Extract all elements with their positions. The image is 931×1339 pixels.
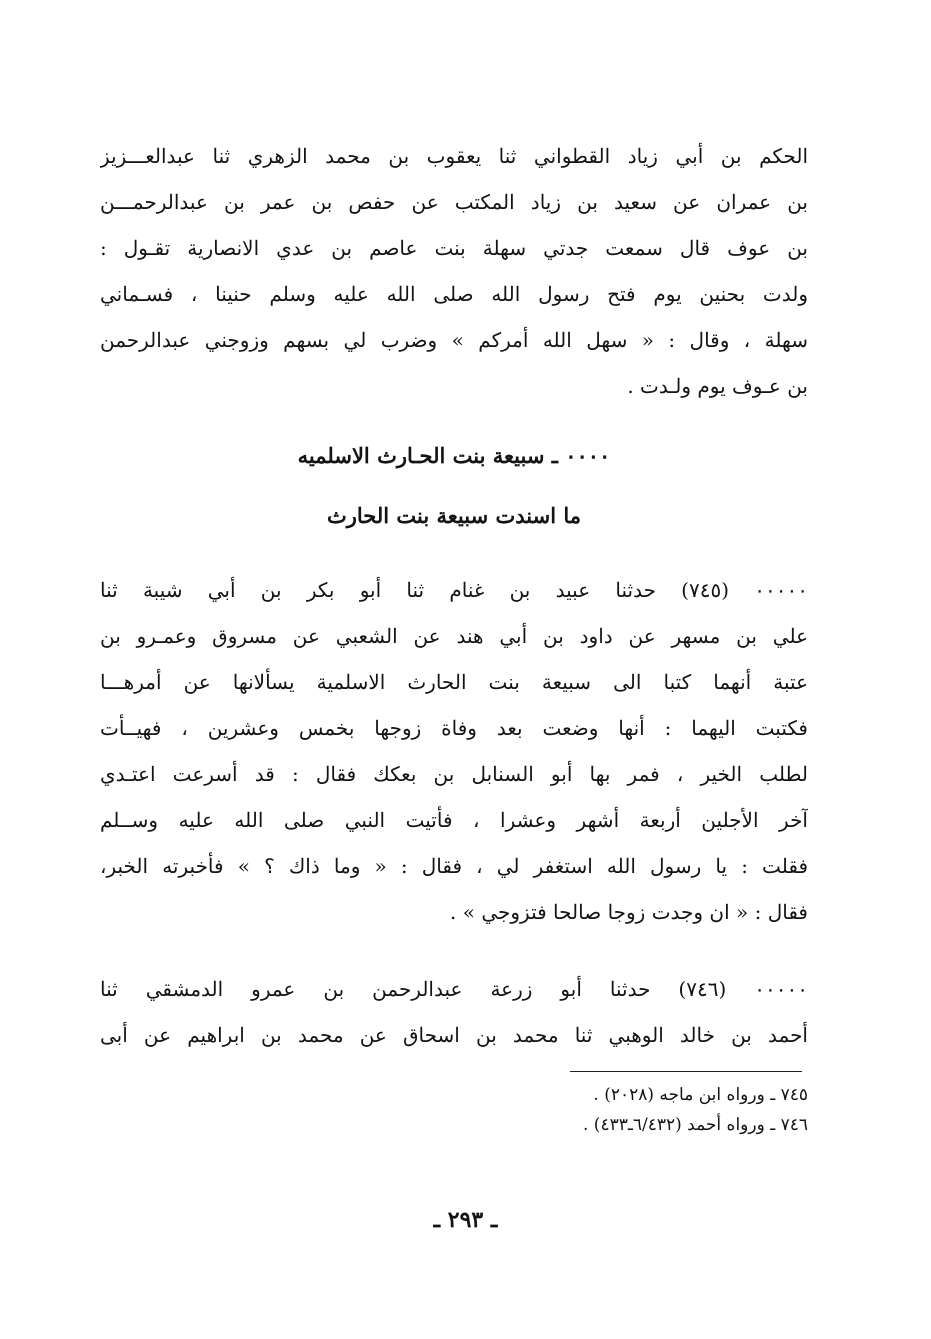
text-line: بن عـوف يوم ولـدت . bbox=[627, 374, 808, 398]
text-line: فكتبت اليهما : أنها وضعت بعد وفاة زوجها بخمس وعشرين ، فهيــأت bbox=[100, 716, 808, 740]
text-line: بن عمران عن سعيد بن زياد المكتب عن حفص بن عمر بن عبدالرحمـــن bbox=[100, 190, 808, 214]
text-line: سهلة ، وقال : « سهل الله أمركم » وضرب لي بسهم وزوجني عبدالرحمن bbox=[100, 328, 808, 352]
footnote: ٧٤٦ ـ ورواه أحمد (٦/٤٣٢ـ٤٣٣) . bbox=[583, 1115, 808, 1135]
text-line: ولدت بحنين يوم فتح رسول الله صلى الله عليه وسلم حنينا ، فسـماني bbox=[100, 282, 808, 306]
paragraph-hadith-746 bbox=[100, 966, 808, 1058]
subsection-heading: ما اسندت سبيعة بنت الحارث bbox=[326, 503, 581, 528]
text-line: ٠٠٠٠٠ (٧٤٦) حدثنا أبو زرعة عبدالرحمن بن عمرو الدمشقي ثنا bbox=[100, 977, 808, 1001]
text-line: آخر الأجلين أربعة أشهر وعشرا ، فأتيت النبي صلى الله عليه وســلم bbox=[100, 808, 808, 832]
text-line: فقلت : يا رسول الله استغفر لي ، فقال : « وما ذاك ؟ » فأخبرته الخبر، bbox=[100, 854, 808, 878]
text-line: لطلب الخير ، فمر بها أبو السنابل بن بعكك فقال : قد أسرعت اعتـدي bbox=[100, 762, 808, 786]
text-line: علي بن مسهر عن داود بن أبي هند عن الشعبي عن مسروق وعمـرو بن bbox=[100, 624, 808, 648]
text-line: ٠٠٠٠٠ (٧٤٥) حدثنا عبيد بن غنام ثنا أبو بكر بن أبي شيبة ثنا bbox=[100, 578, 808, 602]
footnotes bbox=[100, 1080, 808, 1140]
text-line: الحكم بن أبي زياد القطواني ثنا يعقوب بن محمد الزهري ثنا عبدالعـــزيز bbox=[100, 144, 808, 168]
footnote-divider bbox=[570, 1071, 802, 1072]
text-line: فقال : « ان وجدت زوجا صالحا فتزوجي » . bbox=[450, 900, 808, 924]
section-heading: ٠٠٠٠ ـ سبيعة بنت الحـارث الاسلميه bbox=[297, 443, 611, 468]
text-line: أحمد بن خالد الوهبي ثنا محمد بن اسحاق عن محمد بن ابراهيم عن أبى bbox=[100, 1023, 808, 1047]
footnote: ٧٤٥ ـ ورواه ابن ماجه (٢٠٢٨) . bbox=[593, 1085, 808, 1105]
text-line: عتبة أنهما كتبا الى سبيعة بنت الحارث الاسلمية يسألانها عن أمرهـــا bbox=[100, 670, 808, 694]
paragraph-sahla-hadith bbox=[100, 133, 808, 409]
page-number: ـ ٢٩٣ ـ bbox=[433, 1207, 498, 1233]
paragraph-hadith-745 bbox=[100, 567, 808, 935]
text-line: بن عوف قال سمعت جدتي سهلة بنت عاصم بن عدي الانصارية تقـول : bbox=[100, 236, 808, 260]
